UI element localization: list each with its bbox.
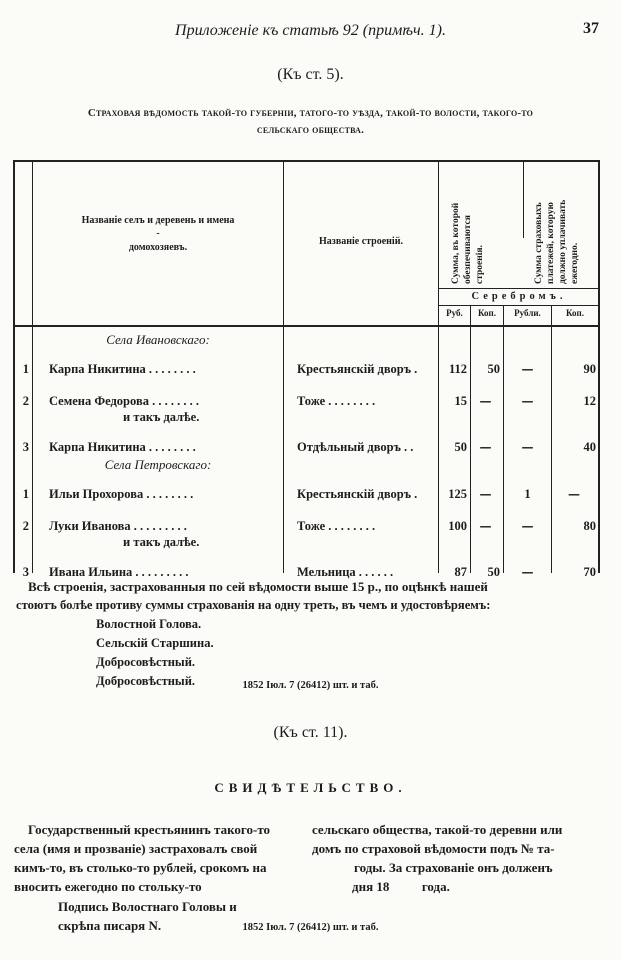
payment-kopecks: 80 (583, 519, 596, 533)
householder-name: Карпа Никитина . . . . . . . . (49, 362, 196, 376)
running-head: Приложеніе къ статьѣ 92 (примѣч. 1). (175, 22, 446, 39)
insured-kopecks: 50 (487, 362, 500, 376)
insured-kopecks: — (479, 519, 492, 533)
payment-kopecks: — (568, 487, 580, 501)
insurance-register-title (10, 105, 611, 139)
header-sum-insured-line: обезпечиваются (463, 215, 473, 284)
row-number: 1 (22, 362, 29, 376)
householder-name: Луки Иванова . . . . . . . . . (49, 519, 187, 533)
row-number: 2 (22, 394, 29, 408)
insured-rubles: 125 (448, 487, 467, 501)
cert-signature-line: Подпись Волостнаго Головы и (58, 899, 237, 914)
payment-rubles: 1 (524, 487, 531, 501)
header-buildings: Названіе строеній. (319, 236, 403, 247)
building-name: Крестьянскій дворъ . (297, 487, 418, 501)
header-names (33, 215, 283, 253)
cert-signature-line: скрѣпа писаря N. (58, 918, 162, 933)
payment-rubles: — (521, 440, 534, 454)
attestation-line-2: стоютъ болѣе противу суммы страхованія на одну треть, въ чемъ и удостовѣряемъ: (16, 598, 491, 612)
payment-rubles: — (521, 394, 534, 408)
page-number: 37 (583, 20, 599, 37)
payment-kopecks: 12 (583, 394, 596, 408)
row-number: 2 (22, 519, 29, 533)
building-name: Тоже . . . . . . . . (297, 519, 376, 533)
insured-kopecks: — (479, 487, 492, 501)
header-sum-payments (533, 164, 581, 284)
header-names-line-2: домохозяевъ. (128, 242, 188, 253)
building-name: Отдѣльный дворъ . . (297, 440, 414, 454)
signature-volost-head: Волостной Голова. (96, 617, 202, 631)
householder-name: Ильи Прохорова . . . . . . . . (49, 487, 194, 501)
cert-right-line: сельскаго общества, такой-то деревни или (312, 822, 563, 837)
insurance-table (13, 160, 611, 579)
certificate-title: СВИДѢТЕЛЬСТВО. (214, 780, 407, 795)
cert-right-line: годы. За страхованіе онъ долженъ (354, 860, 553, 875)
header-sum-payments-line: платежей, которую (546, 202, 556, 284)
header-kop: Коп. (477, 308, 496, 318)
payment-kopecks: 90 (583, 362, 596, 376)
payment-rubles: — (521, 362, 534, 376)
continuation-note: и такъ далѣе. (123, 535, 200, 549)
signature-village-elder: Сельскій Старшина. (96, 636, 214, 650)
building-name: Тоже . . . . . . . . (297, 394, 376, 408)
insured-rubles: 100 (448, 519, 467, 533)
header-names-dash: - (156, 228, 160, 239)
certificate-left-column (14, 820, 270, 935)
header-rub: Руб. (446, 308, 463, 318)
continuation-note: и такъ далѣе. (123, 410, 200, 424)
insured-kopecks: — (479, 394, 492, 408)
payment-kopecks: 40 (583, 440, 596, 454)
payment-rubles: — (521, 565, 534, 579)
header-names-line-1: Названіе селъ и деревень и имена (81, 215, 235, 226)
section1-reference: (Къ ст. 5). (277, 66, 344, 83)
village-heading: Села Ивановскаго: (106, 332, 210, 347)
attestation (16, 577, 616, 691)
building-name: Крестьянскій дворъ . (297, 362, 418, 376)
cert-left-line: села (имя и прозваніе) застраховалъ свой (14, 841, 258, 856)
householder-name: Карпа Никитина . . . . . . . . (49, 440, 196, 454)
signature-witness-1: Добросовѣстный. (96, 655, 196, 669)
village-heading: Села Петровскаго: (104, 457, 212, 472)
insured-rubles: 112 (448, 362, 467, 376)
insured-rubles: 50 (454, 440, 467, 454)
cert-left-line: кимъ-то, въ столько-то рублей, срокомъ на (14, 860, 267, 875)
row-number: 3 (22, 440, 29, 454)
cert-left-line: вносить ежегодно по стольку-то (14, 879, 202, 894)
payment-kopecks: 70 (583, 565, 596, 579)
certificate-right-column (312, 820, 562, 896)
insured-rubles: 15 (454, 394, 467, 408)
insured-kopecks: 50 (487, 565, 500, 579)
cert-right-line: домъ по страховой вѣдомости подъ № та- (312, 841, 555, 856)
householder-name: Семена Федорова . . . . . . . . (49, 394, 199, 408)
cert-left-line: Государственный крестьянинъ такого-то (28, 822, 271, 837)
cert-right-line: дня 18 года. (352, 879, 450, 894)
title-line-1: Страховая вѣдомость такой-то губерніи, татого-то уѣзда, такой-то волости, такого-то (87, 107, 534, 119)
header-sum-insured-line: Сумма, въ которой (451, 202, 461, 284)
imprint-2: 1852 Іюл. 7 (26412) шт. и таб. (242, 922, 379, 933)
attestation-line-1: Всѣ строенія, застрахованныя по сей вѣдомости выше 15 р., по оцѣнкѣ нашей (28, 579, 488, 594)
payment-rubles: — (521, 519, 534, 533)
title-line-2: сельскаго общества. (256, 124, 365, 136)
householder-name: Ивана Ильина . . . . . . . . . (49, 565, 189, 579)
header-pay-rub: Рубли. (514, 308, 541, 318)
header-sum-insured (450, 164, 486, 284)
header-sum-insured-line: строенія. (475, 245, 485, 284)
row-number: 3 (22, 565, 29, 579)
section2-reference: (Къ ст. 11). (273, 724, 348, 741)
imprint-1: 1852 Іюл. 7 (26412) шт. и таб. (242, 680, 379, 691)
signature-witness-2: Добросовѣстный. (96, 674, 196, 688)
row-number: 1 (22, 487, 29, 501)
insured-rubles: 87 (454, 565, 467, 579)
header-pay-kop: Коп. (565, 308, 584, 318)
header-sum-payments-line: ежегодно. (570, 242, 580, 284)
header-sum-payments-line: должно уплачивать (558, 199, 568, 284)
building-name: Мельница . . . . . . (297, 565, 394, 579)
header-sum-payments-line: Сумма страховыхъ (534, 202, 544, 284)
insured-kopecks: — (479, 440, 492, 454)
header-currency: Серебромъ. (471, 291, 567, 302)
